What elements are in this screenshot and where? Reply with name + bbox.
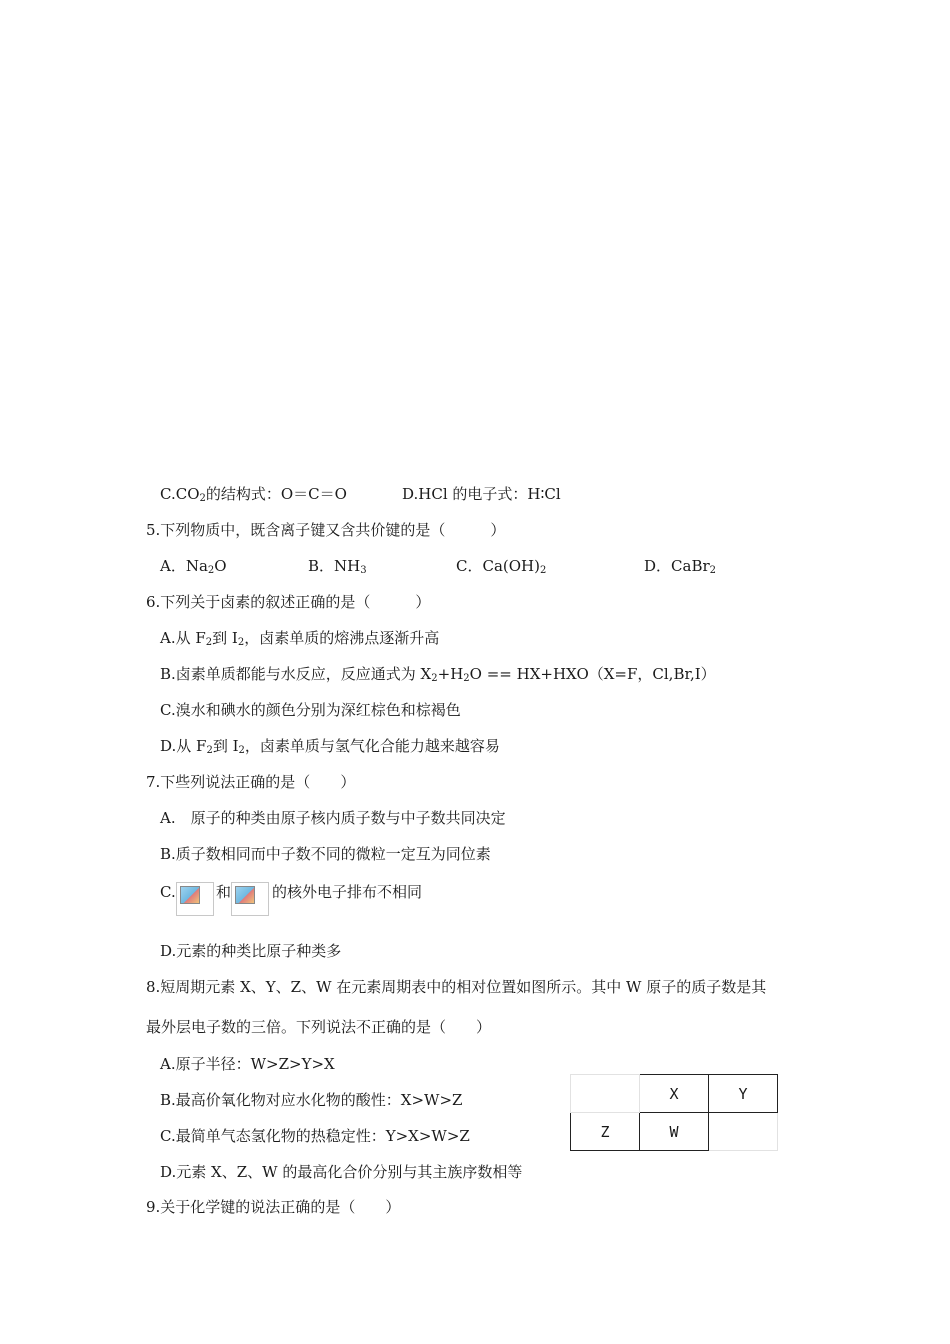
q6-option-b: B.卤素单质都能与水反应，反应通式为 $X_2+H_2O == HX+HXO(X=F$，Cl,Br,I） bbox=[160, 665, 716, 684]
q7-option-c-suffix: 的核外电子排布不相同 bbox=[272, 883, 423, 901]
table-cell bbox=[571, 1075, 640, 1113]
q5-option-a: A．$Na_2O$ bbox=[160, 557, 227, 576]
q8-stem-line1: 8.短周期元素 X、Y、Z、W 在元素周期表中的相对位置如图所示。其中 W 原子的质子数是其 bbox=[146, 978, 767, 996]
q4-option-d: D.HCl 的电子式：H∶Cl bbox=[402, 485, 561, 503]
q5-option-b: B．$NH_3$ bbox=[308, 557, 367, 576]
periodic-position-table bbox=[570, 1074, 778, 1151]
table-cell: W bbox=[640, 1113, 709, 1151]
q4-option-c: $C.CO_2$的结构式：O＝C＝O bbox=[160, 485, 347, 504]
q6-stem: 6.下列关于卤素的叙述正确的是（ ） bbox=[146, 593, 431, 611]
q6-option-c: C.溴水和碘水的颜色分别为深红棕色和棕褐色 bbox=[160, 701, 461, 719]
table-cell: X bbox=[640, 1075, 709, 1113]
table-cell: Y bbox=[709, 1075, 778, 1113]
q6-option-a: A.从 $F_2$到 $I_2$，卤素单质的熔沸点逐渐升高 bbox=[160, 629, 440, 648]
q7-option-c-prefix: C. bbox=[160, 883, 176, 901]
q8-stem-line2: 最外层电子数的三倍。下列说法不正确的是（ ） bbox=[146, 1018, 492, 1036]
q7-option-d: D.元素的种类比原子种类多 bbox=[160, 942, 342, 960]
q5-stem: 5.下列物质中，既含离子键又含共价键的是（ ） bbox=[146, 521, 506, 539]
q8-option-c: C.最简单气态氢化物的热稳定性：Y>X>W>Z bbox=[160, 1127, 470, 1145]
table-row bbox=[571, 1075, 778, 1113]
q9-stem: 9.关于化学键的说法正确的是（ ） bbox=[146, 1198, 401, 1216]
q7-option-a: A. 原子的种类由原子核内质子数与中子数共同决定 bbox=[160, 809, 506, 827]
q7-option-c-mid: 和 bbox=[216, 883, 232, 901]
table-cell: Z bbox=[571, 1113, 640, 1151]
q5-option-d: D．CaBr$_2$ bbox=[644, 557, 717, 576]
q5-option-c: C．$Ca(OH)_2$ bbox=[456, 557, 547, 576]
q7-option-b: B.质子数相同而中子数不同的微粒一定互为同位素 bbox=[160, 845, 491, 863]
q6-option-d: D.从 $F_2$到 $I_2$，卤素单质与氢气化合能力越来越容易 bbox=[160, 737, 500, 756]
table-row bbox=[571, 1113, 778, 1151]
q8-option-a: A.原子半径：W>Z>Y>X bbox=[160, 1055, 335, 1073]
q8-option-b: B.最高价氧化物对应水化物的酸性：X>W>Z bbox=[160, 1091, 463, 1109]
table-cell bbox=[709, 1113, 778, 1151]
q8-option-d: D.元素 X、Z、W 的最高化合价分别与其主族序数相等 bbox=[160, 1163, 523, 1181]
q7-stem: 7.下些列说法正确的是（ ） bbox=[146, 773, 356, 791]
broken-image-icon bbox=[176, 882, 214, 916]
broken-image-icon bbox=[231, 882, 269, 916]
